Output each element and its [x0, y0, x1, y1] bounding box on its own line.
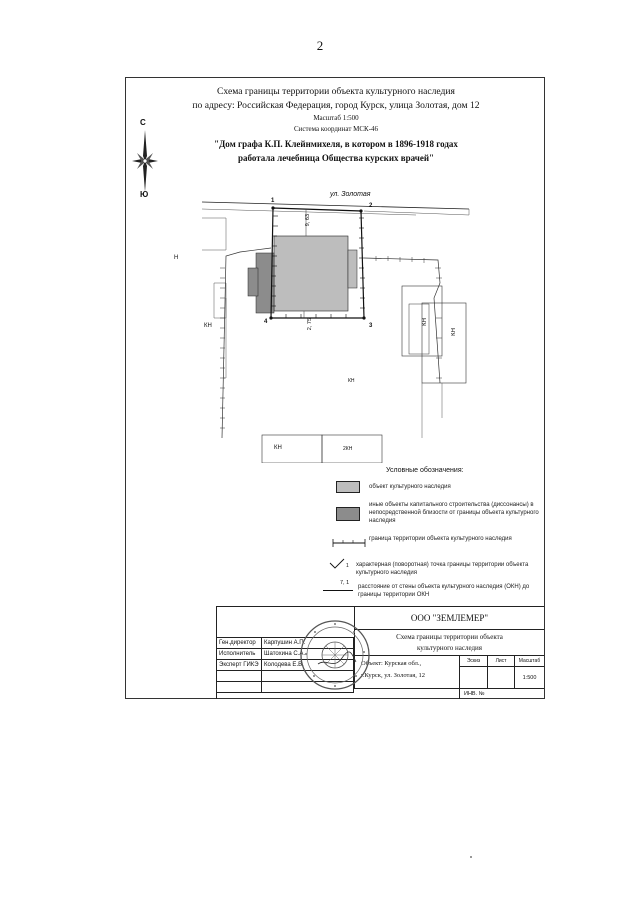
- legend-item-distance: расстояние от стены объекта культурного наследия (ОКН) до границы территории ОКН: [358, 584, 530, 598]
- building-label-kn-center: КН: [348, 378, 355, 384]
- cell-sheet-value: [487, 667, 514, 689]
- legend-point-symbol: [329, 558, 345, 570]
- distance-label-north: 9, 63: [305, 214, 311, 227]
- point-label-2: 2: [369, 203, 373, 209]
- column-scale: Масштаб: [514, 656, 544, 667]
- inventory-number: ИНВ. №: [459, 689, 544, 699]
- legend-title: Условные обозначения:: [386, 467, 464, 474]
- distance-label-south: 2, 75: [307, 318, 313, 331]
- object-name-line1: "Дом графа К.П. Клейнмихеля, в котором в 1896-1918 годах: [214, 139, 458, 149]
- drawing-title: [354, 630, 544, 656]
- title-block: [216, 606, 544, 699]
- point-label-3: 3: [369, 323, 373, 329]
- building-label-kn-bottom: КН: [274, 445, 282, 451]
- drawing-title-line2: культурного наследия: [416, 644, 483, 652]
- name-cell: Шатохина С.А.: [262, 649, 354, 660]
- role-cell: Исполнитель: [217, 649, 262, 660]
- drawing-title-line1: Схема границы территории объекта: [396, 633, 503, 641]
- compass-south-label: Ю: [140, 190, 149, 199]
- coordinate-system: Система координат МСК-46: [293, 125, 379, 133]
- legend-swatch-okn: [336, 481, 360, 493]
- site-plan: [126, 78, 546, 463]
- page-number: 2: [316, 38, 324, 53]
- building-label-kn-right-1: КН: [422, 318, 428, 326]
- object-address-line2: г.Курск, ул. Золотая, 12: [361, 672, 426, 679]
- legend-boundary-symbol: [331, 537, 367, 549]
- cell-stage-value: [459, 667, 487, 689]
- scheme-address: по адресу: Российская Федерация, город Курск, улица Золотая, дом 12: [192, 100, 480, 111]
- compass-north-label: С: [140, 118, 146, 127]
- scheme-scale: Масштаб 1:500: [313, 114, 359, 122]
- scan-artifact: [470, 856, 472, 858]
- building-label-kn-right-2: КН: [451, 328, 457, 336]
- legend-distance-sample: 7, 1: [340, 580, 350, 586]
- point-label-4: 4: [264, 319, 268, 325]
- legend-swatch-dissonance: [336, 507, 360, 521]
- building-label-kn-left: КН: [204, 323, 212, 329]
- role-cell: Эксперт ГИКЭ: [217, 660, 262, 671]
- legend-item-boundary: граница территории объекта культурного наследия: [369, 536, 512, 542]
- building-label-2kn: 2КН: [343, 446, 353, 452]
- company-seal-icon: [298, 618, 372, 692]
- name-cell: Карпушин А.П.: [262, 638, 354, 649]
- legend-item-dissonance: иные объекты капитального строительства (диссонансы) в непосредственной близости от границы объекта культурного наследия: [369, 502, 539, 524]
- column-stage: Эскиз: [459, 656, 487, 667]
- point-label-1: 1: [271, 198, 275, 204]
- legend-item-point: характерная (поворотная) точка границы территории объекта культурного наследия: [356, 562, 529, 576]
- object-name-line2: работала лечебница Общества курских врачей": [237, 153, 435, 163]
- column-sheet: Лист: [487, 656, 514, 667]
- name-cell: Колодева Е.В.: [262, 660, 354, 671]
- legend-point-sample: 1: [346, 563, 349, 569]
- cell-scale-value: 1:500: [514, 667, 544, 689]
- legend-item-okn: объект культурного наследия: [369, 484, 451, 490]
- scheme-title: Схема границы территории объекта культурного наследия: [217, 86, 455, 97]
- building-label-n: Н: [174, 255, 179, 261]
- legend-distance-line: [323, 590, 353, 591]
- scheme-sheet: [125, 77, 545, 699]
- company-name: ООО "ЗЕМЛЕМЕР": [354, 606, 544, 630]
- role-cell: Ген.директор: [217, 638, 262, 649]
- object-address-line1: Объект: Курская обл.,: [361, 660, 422, 667]
- street-label: ул. Золотая: [330, 191, 371, 198]
